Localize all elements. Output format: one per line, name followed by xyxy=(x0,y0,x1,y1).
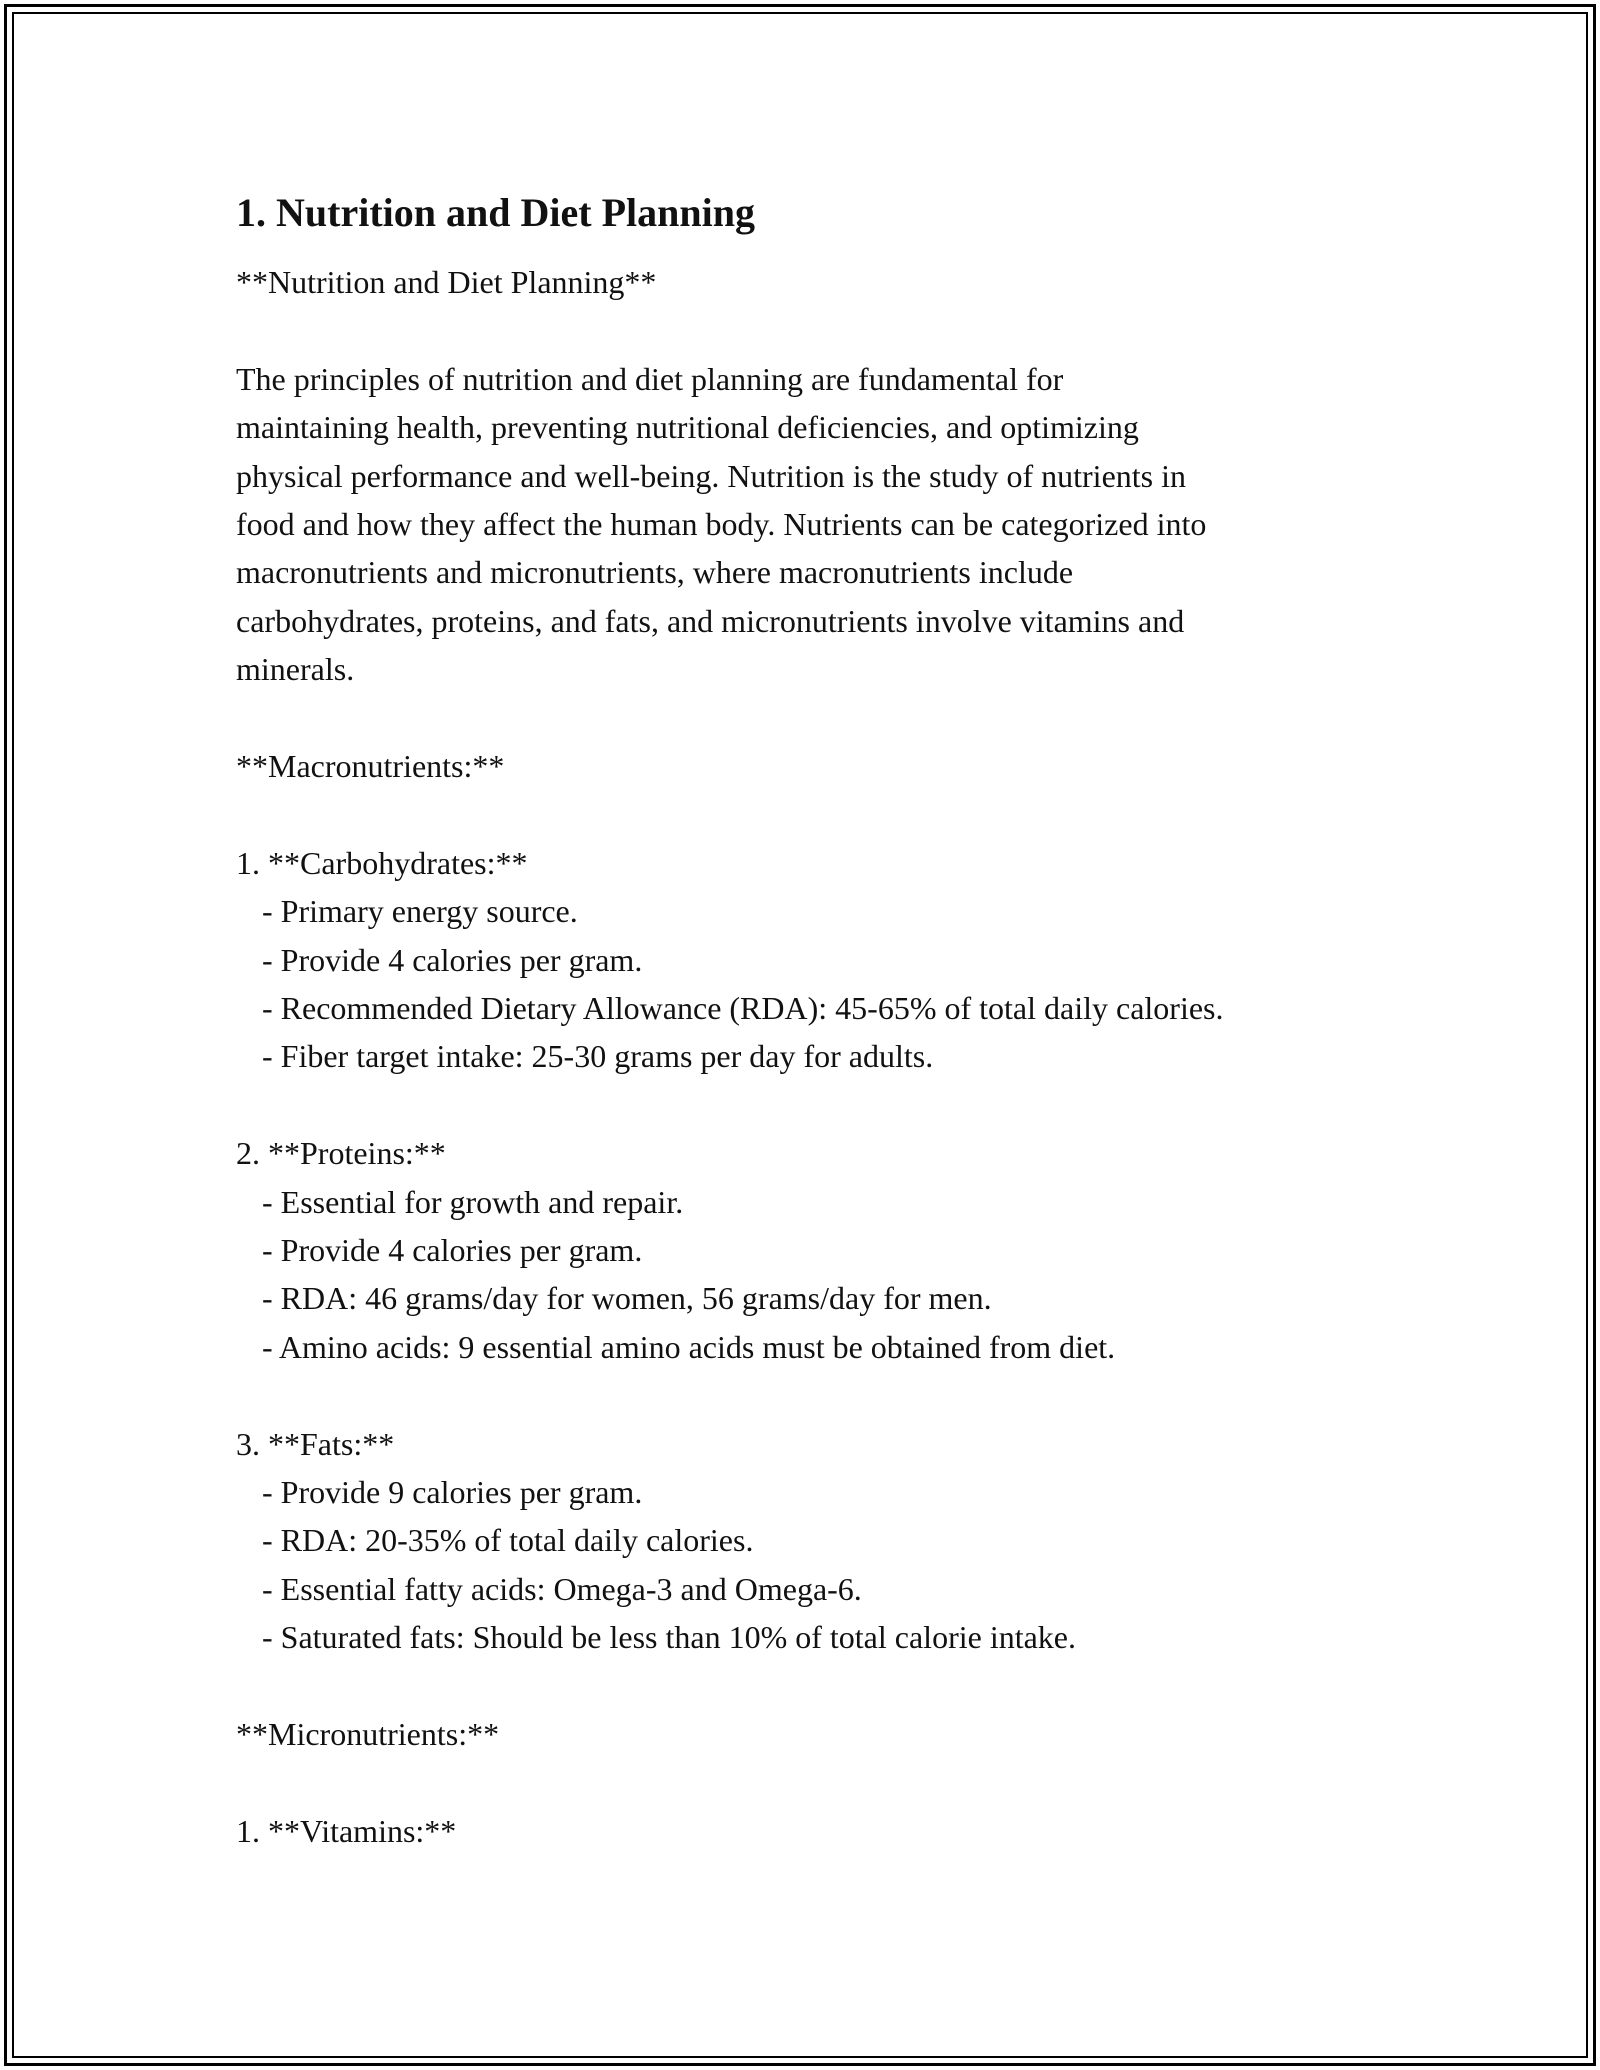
spacer xyxy=(236,1371,1436,1419)
list-item: - Essential for growth and repair. xyxy=(262,1183,684,1220)
intro-line: food and how they affect the human body. Nutrients can be categorized into xyxy=(236,506,1207,543)
intro-line: carbohydrates, proteins, and fats, and micronutrients involve vitamins and xyxy=(236,602,1185,639)
micronutrients-label: **Micronutrients:** xyxy=(236,1716,500,1753)
spacer xyxy=(236,1662,1436,1710)
intro-line: macronutrients and micronutrients, where macronutrients include xyxy=(236,554,1074,591)
macronutrients-label: **Macronutrients:** xyxy=(236,748,505,785)
carbohydrates-list xyxy=(236,839,1436,1081)
intro-line: physical performance and well-being. Nutrition is the study of nutrients in xyxy=(236,457,1186,494)
list-title: 3. **Fats:** xyxy=(236,1425,395,1462)
list-item: - Fiber target intake: 25-30 grams per day for adults. xyxy=(262,1038,934,1075)
list-item: - Essential fatty acids: Omega-3 and Omega-6. xyxy=(262,1570,862,1607)
spacer xyxy=(236,1759,1436,1807)
intro-line: maintaining health, preventing nutritional deficiencies, and optimizing xyxy=(236,409,1139,446)
vitamins-title: 1. **Vitamins:** xyxy=(236,1812,457,1849)
spacer xyxy=(236,1081,1436,1129)
spacer xyxy=(236,306,1436,354)
intro-line: minerals. xyxy=(236,651,355,688)
list-item: - Recommended Dietary Allowance (RDA): 45-65% of total daily calories. xyxy=(262,990,1224,1027)
proteins-list xyxy=(236,1129,1436,1371)
list-item: - Saturated fats: Should be less than 10% of total calorie intake. xyxy=(262,1619,1076,1656)
intro-line: The principles of nutrition and diet planning are fundamental for xyxy=(236,360,1064,397)
spacer xyxy=(236,694,1436,742)
list-title: 1. **Carbohydrates:** xyxy=(236,844,528,881)
list-item: - Primary energy source. xyxy=(262,893,578,930)
section-heading: 1. Nutrition and Diet Planning xyxy=(236,190,755,235)
list-item: - Provide 4 calories per gram. xyxy=(262,1232,643,1269)
document-body xyxy=(236,186,1436,1855)
list-item: - Provide 9 calories per gram. xyxy=(262,1474,643,1511)
fats-list xyxy=(236,1420,1436,1662)
intro-paragraph xyxy=(236,355,1436,694)
list-item: - Amino acids: 9 essential amino acids must be obtained from diet. xyxy=(262,1328,1116,1365)
section-subheading: **Nutrition and Diet Planning** xyxy=(236,264,657,300)
list-item: - RDA: 46 grams/day for women, 56 grams/day for men. xyxy=(262,1280,992,1317)
list-item: - Provide 4 calories per gram. xyxy=(262,941,643,978)
spacer xyxy=(236,790,1436,838)
list-item: - RDA: 20-35% of total daily calories. xyxy=(262,1522,754,1559)
list-title: 2. **Proteins:** xyxy=(236,1135,446,1172)
